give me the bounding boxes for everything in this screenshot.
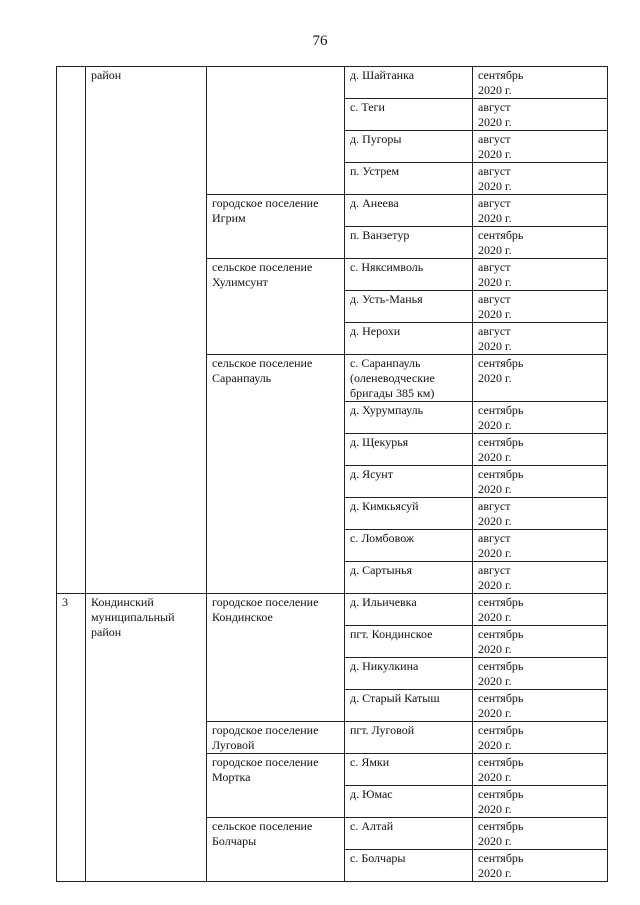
- row-number-cell: [57, 67, 86, 594]
- date-text: 2020 г.: [478, 371, 512, 385]
- date-text: 2020 г.: [478, 514, 512, 528]
- date-cell: [473, 99, 608, 131]
- date-cell: [473, 690, 608, 722]
- locality-cell: [345, 658, 473, 690]
- date-text: 2020 г.: [478, 642, 512, 656]
- date-text: сентябрь: [478, 435, 524, 449]
- locality-name: с. Ломбовож: [350, 531, 415, 545]
- settlement-cell: [207, 722, 345, 754]
- locality-name: бригады 385 км): [350, 386, 435, 400]
- locality-cell: [345, 163, 473, 195]
- settlement-name: сельское поселение: [212, 356, 313, 370]
- locality-cell: [345, 195, 473, 227]
- locality-cell: [345, 786, 473, 818]
- locality-name: с. Ямки: [350, 755, 390, 769]
- locality-name: с. Саранпауль: [350, 356, 421, 370]
- date-text: август: [478, 292, 511, 306]
- district-cell: [86, 594, 207, 882]
- district-name: Кондинский: [91, 595, 154, 609]
- date-cell: [473, 722, 608, 754]
- date-text: август: [478, 531, 511, 545]
- date-cell: [473, 594, 608, 626]
- district-name: район: [91, 68, 122, 82]
- date-cell: [473, 658, 608, 690]
- page-number: 76: [312, 33, 328, 49]
- date-text: август: [478, 260, 511, 274]
- row-number-cell: [57, 594, 86, 882]
- locality-name: д. Кимкьясуй: [350, 499, 419, 513]
- locality-cell: [345, 131, 473, 163]
- date-text: 2020 г.: [478, 834, 512, 848]
- locality-name: д. Юмас: [350, 787, 393, 801]
- date-cell: [473, 323, 608, 355]
- date-text: сентябрь: [478, 68, 524, 82]
- date-text: 2020 г.: [478, 738, 512, 752]
- locality-name: п. Устрем: [350, 164, 400, 178]
- locality-name: д. Ясунт: [350, 467, 393, 481]
- locality-cell: [345, 466, 473, 498]
- date-cell: [473, 498, 608, 530]
- settlement-name: Мортка: [212, 770, 251, 784]
- settlement-cell: [207, 594, 345, 722]
- date-text: сентябрь: [478, 356, 524, 370]
- date-cell: [473, 754, 608, 786]
- settlement-cell: [207, 67, 345, 195]
- locality-cell: [345, 626, 473, 658]
- locality-cell: [345, 67, 473, 99]
- locality-name: д. Нерохи: [350, 324, 401, 338]
- date-text: сентябрь: [478, 467, 524, 481]
- date-text: 2020 г.: [478, 578, 512, 592]
- locality-cell: [345, 594, 473, 626]
- locality-name: (оленеводческие: [350, 371, 435, 385]
- locality-cell: [345, 562, 473, 594]
- locality-cell: [345, 259, 473, 291]
- settlement-name: Болчары: [212, 834, 257, 848]
- locality-name: д. Ильичевка: [350, 595, 417, 609]
- locality-name: с. Теги: [350, 100, 385, 114]
- table-row: [57, 594, 608, 626]
- locality-cell: [345, 530, 473, 562]
- date-cell: [473, 530, 608, 562]
- date-text: 2020 г.: [478, 610, 512, 624]
- locality-name: д. Усть-Манья: [350, 292, 423, 306]
- date-cell: [473, 626, 608, 658]
- locality-name: д. Шайтанка: [350, 68, 415, 82]
- locality-name: с. Няксимволь: [350, 260, 424, 274]
- locality-cell: [345, 690, 473, 722]
- date-text: сентябрь: [478, 595, 524, 609]
- locality-name: с. Алтай: [350, 819, 394, 833]
- date-text: 2020 г.: [478, 147, 512, 161]
- settlement-cell: [207, 754, 345, 818]
- settlement-name: Луговой: [212, 738, 255, 752]
- locality-name: д. Хурумпауль: [350, 403, 424, 417]
- locality-cell: [345, 850, 473, 882]
- table-row: [57, 67, 608, 99]
- date-text: сентябрь: [478, 755, 524, 769]
- date-cell: [473, 562, 608, 594]
- locality-name: пгт. Кондинское: [350, 627, 433, 641]
- settlement-name: Игрим: [212, 211, 246, 225]
- date-cell: [473, 259, 608, 291]
- settlement-name: городское поселение: [212, 723, 319, 737]
- date-text: 2020 г.: [478, 179, 512, 193]
- date-text: 2020 г.: [478, 275, 512, 289]
- date-text: 2020 г.: [478, 706, 512, 720]
- settlement-name: сельское поселение: [212, 260, 313, 274]
- locality-cell: [345, 355, 473, 402]
- date-cell: [473, 818, 608, 850]
- date-text: 2020 г.: [478, 115, 512, 129]
- locality-name: д. Сартынья: [350, 563, 412, 577]
- settlement-cell: [207, 818, 345, 882]
- date-text: 2020 г.: [478, 866, 512, 880]
- date-cell: [473, 291, 608, 323]
- date-cell: [473, 195, 608, 227]
- locality-name: с. Болчары: [350, 851, 406, 865]
- date-text: сентябрь: [478, 787, 524, 801]
- date-text: сентябрь: [478, 819, 524, 833]
- date-text: август: [478, 324, 511, 338]
- settlement-name: городское поселение: [212, 196, 319, 210]
- settlement-name: городское поселение: [212, 595, 319, 609]
- locality-cell: [345, 498, 473, 530]
- settlement-cell: [207, 195, 345, 259]
- date-text: 2020 г.: [478, 83, 512, 97]
- locality-name: д. Щекурья: [350, 435, 409, 449]
- locality-cell: [345, 402, 473, 434]
- date-text: август: [478, 100, 511, 114]
- settlement-name: Саранпауль: [212, 371, 272, 385]
- date-cell: [473, 355, 608, 402]
- locality-cell: [345, 722, 473, 754]
- settlement-name: сельское поселение: [212, 819, 313, 833]
- settlement-name: городское поселение: [212, 755, 319, 769]
- date-text: 2020 г.: [478, 770, 512, 784]
- locality-name: п. Ванзетур: [350, 228, 410, 242]
- date-cell: [473, 786, 608, 818]
- settlement-cell: [207, 355, 345, 594]
- date-cell: [473, 227, 608, 259]
- date-text: сентябрь: [478, 723, 524, 737]
- date-text: август: [478, 164, 511, 178]
- schedule-table: [56, 66, 608, 882]
- locality-cell: [345, 323, 473, 355]
- date-text: сентябрь: [478, 851, 524, 865]
- locality-name: д. Никулкина: [350, 659, 419, 673]
- date-text: сентябрь: [478, 627, 524, 641]
- district-name: муниципальный: [91, 610, 175, 624]
- date-text: август: [478, 132, 511, 146]
- date-cell: [473, 850, 608, 882]
- locality-name: д. Пугоры: [350, 132, 402, 146]
- date-text: август: [478, 563, 511, 577]
- locality-cell: [345, 227, 473, 259]
- district-name: район: [91, 625, 122, 639]
- settlement-name: Хулимсунт: [212, 275, 268, 289]
- locality-cell: [345, 434, 473, 466]
- locality-name: д. Анеева: [350, 196, 399, 210]
- date-cell: [473, 131, 608, 163]
- date-text: 2020 г.: [478, 674, 512, 688]
- date-cell: [473, 466, 608, 498]
- locality-cell: [345, 754, 473, 786]
- date-text: 2020 г.: [478, 211, 512, 225]
- date-text: сентябрь: [478, 403, 524, 417]
- date-text: 2020 г.: [478, 418, 512, 432]
- date-text: 2020 г.: [478, 802, 512, 816]
- locality-cell: [345, 99, 473, 131]
- date-text: сентябрь: [478, 659, 524, 673]
- district-cell: [86, 67, 207, 594]
- date-text: сентябрь: [478, 691, 524, 705]
- settlement-name: Кондинское: [212, 610, 273, 624]
- date-cell: [473, 163, 608, 195]
- date-text: сентябрь: [478, 228, 524, 242]
- date-text: август: [478, 499, 511, 513]
- date-text: 2020 г.: [478, 450, 512, 464]
- date-text: 2020 г.: [478, 482, 512, 496]
- locality-name: д. Старый Катыш: [350, 691, 440, 705]
- date-cell: [473, 434, 608, 466]
- date-text: август: [478, 196, 511, 210]
- date-cell: [473, 67, 608, 99]
- date-text: 2020 г.: [478, 546, 512, 560]
- date-text: 2020 г.: [478, 339, 512, 353]
- locality-name: пгт. Луговой: [350, 723, 415, 737]
- date-cell: [473, 402, 608, 434]
- schedule-table-body: [57, 67, 608, 882]
- date-text: 2020 г.: [478, 243, 512, 257]
- date-text: 2020 г.: [478, 307, 512, 321]
- settlement-cell: [207, 259, 345, 355]
- locality-cell: [345, 291, 473, 323]
- row-number: 3: [62, 595, 68, 609]
- locality-cell: [345, 818, 473, 850]
